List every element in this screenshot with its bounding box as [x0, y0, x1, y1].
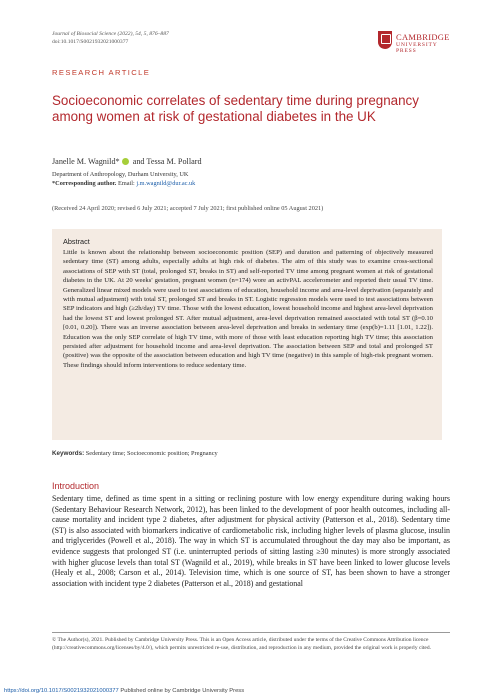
introduction-text: Sedentary time, defined as time spent in a sitting or reclining posture with low energy expenditure during waking hours (Sedentary Behaviour Research Network, 2012), has been linked to the development of poor health outcomes, including all-cause mortality and incident type 2 diabetes, after adjustment for physical activity (Patterson et al., 2018). Sedentary time (ST) is also associated with biomarkers indicative of cardiometabolic risk, including higher levels of plasma glucose, insulin and triglycerides (Powell et al., 2018). The way in which ST is accumulated throughout the day may also be important, as evidence suggests that prolonged ST (i.e. uninterrupted periods of sitting lasting ≥30 minutes) is more strongly associated with higher glucose levels than total ST (Wagnild et al., 2019), while breaks in ST have been linked to lower glucose levels (Healy et al., 2008; Carson et al., 2014). Television time, which is one source of ST, has been shown to have a stronger association with incident type 2 diabetes (Patterson et al., 2018) and gestational [52, 494, 450, 588]
department: Department of Anthropology, Durham University, UK [52, 171, 189, 178]
publisher-name: CAMBRIDGE [396, 32, 450, 42]
abstract-box [52, 229, 442, 440]
footnote-divider [52, 632, 450, 633]
author-first[interactable]: Janelle M. Wagnild* [52, 157, 120, 166]
keywords-label: Keywords: [52, 450, 85, 457]
abstract-heading: Abstract [63, 237, 90, 246]
publisher-logo [378, 30, 458, 54]
author-second[interactable]: Tessa M. Pollard [146, 157, 202, 166]
author-line [52, 157, 202, 166]
section-label: RESEARCH ARTICLE [52, 68, 151, 77]
received-dates: (Received 24 April 2020; revised 6 July 2021; accepted 7 July 2021; first published online 05 August 2021) [52, 205, 324, 212]
footer-doi-link[interactable]: https://doi.org/10.1017/S0021932021000377 [4, 688, 119, 694]
page-footer [4, 688, 244, 694]
author-connector: and [132, 157, 145, 166]
email-link[interactable]: j.m.wagnild@dur.ac.uk [136, 179, 196, 187]
abstract-text: Little is known about the relationship between socioeconomic position (SEP) and duration and patterning of objectively measured sedentary time (ST) among adults, especially adults at high risk of diabetes. The aim of this study was to examine cross-sectional associations of SEP with ST (total, prolonged ST, breaks in ST) and self-reported TV time among pregnant women at risk of gestational diabetes in the UK. At 20 weeks' gestation, pregnant women (n=174) wore an activPAL accelerometer and reported their usual TV time. Generalized linear mixed models were used to test associations of education, household income and area-level deprivation (separately and with mutual adjustment) with total ST, prolonged ST and breaks in ST. Logistic regression models were used to test associations between SEP indicators and high (≥2h/day) TV time. Those with the lowest education, lowest household income and highest area-level deprivation had the lowest ST and lowest prolonged ST. After mutual adjustment, area-level deprivation remained associated with total ST (β=0.10 [0.01, 0.20]). There was an inverse association between area-level deprivation and breaks in sedentary time (exp(b)=1.11 [1.01, 1.22]). Education was the only SEP correlate of high TV time, with more of those with least education reporting high TV time; this association persisted after adjustment for household income and area-level deprivation. The association between SEP and total and prolonged ST (positive) was the opposite of the association between education and high TV time (negative) in this sample of high-risk pregnant women. These findings should inform interventions to reduce sedentary time. [63, 249, 433, 369]
keywords-text: Sedentary time; Socioeconomic position; Pregnancy [85, 450, 218, 457]
footer-text: Published online by Cambridge University Press [120, 688, 245, 694]
corresponding-line [52, 180, 195, 189]
publisher-subtitle: UNIVERSITY PRESS [396, 42, 438, 54]
license-text: © The Author(s), 2021. Published by Cambridge University Press. This is an Open Access article, distributed under the terms of the Creative Commons Attribution licence (http://creativecommons.org/licenses/by/4.0/), which permits unrestricted re-use, distribution, and reproduction in any medium, provided the original work is properly cited. [52, 637, 432, 651]
journal-doi[interactable]: doi:10.1017/S0021932021000377 [52, 39, 129, 45]
article-title: Socioeconomic correlates of sedentary time during pregnancy among women at risk of gestational diabetes in the UK [52, 93, 419, 124]
corresponding-label: *Corresponding author. [52, 179, 117, 187]
journal-citation: Journal of Biosocial Science (2022), 54, 5, 876–887 [52, 31, 169, 37]
crest-icon [378, 31, 392, 49]
keywords [52, 450, 218, 457]
journal-header [52, 30, 169, 46]
affiliation-block [52, 171, 195, 188]
introduction-heading: Introduction [52, 481, 100, 491]
orcid-icon[interactable] [122, 158, 129, 165]
email-label: Email: [117, 179, 135, 187]
